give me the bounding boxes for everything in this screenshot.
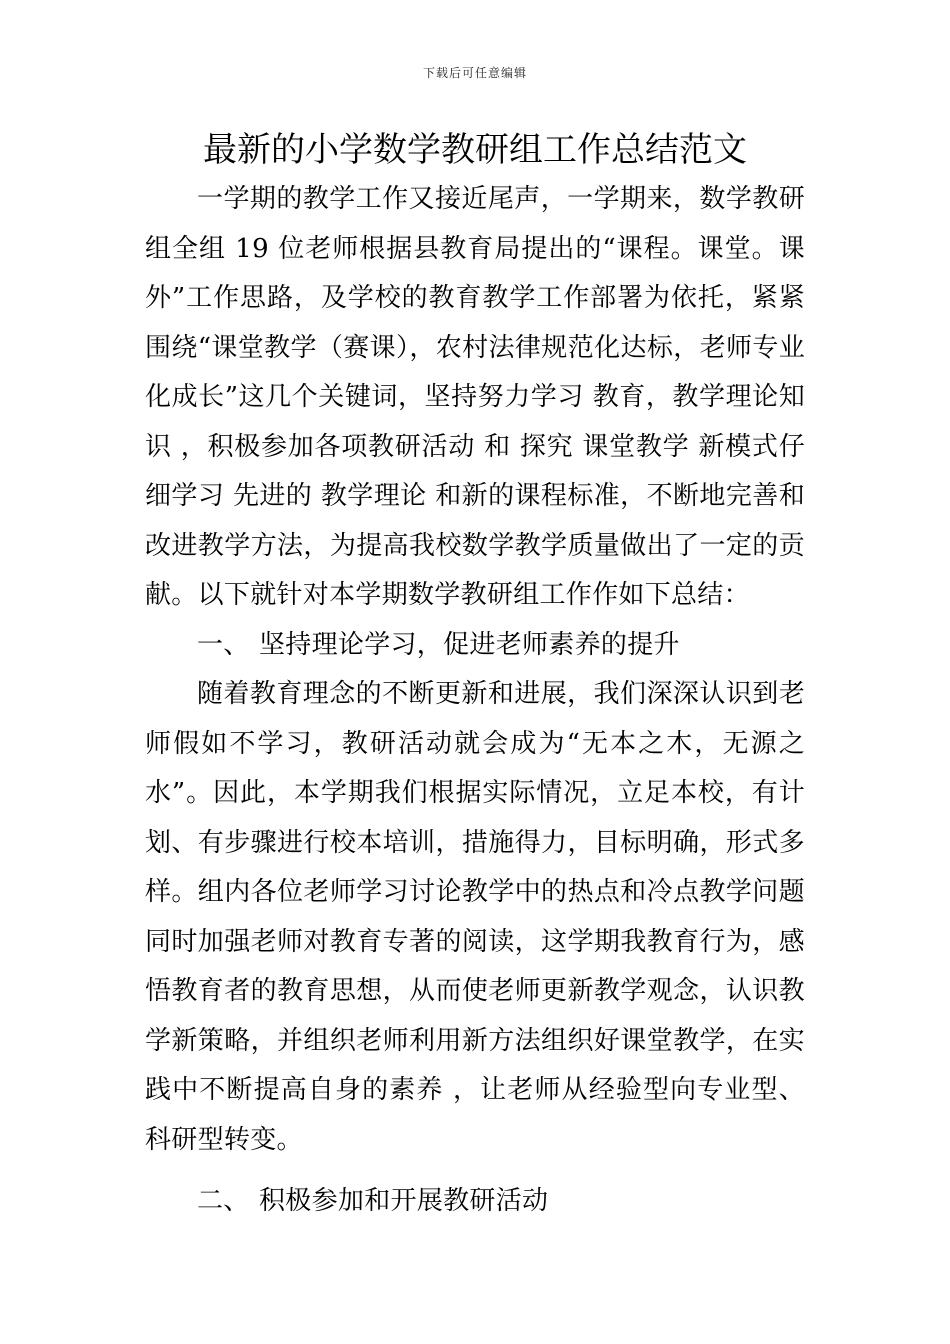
section-number-1: 一、 xyxy=(197,629,250,660)
section-heading-1 xyxy=(145,621,805,671)
section-title-1: 坚持理论学习，促进老师素养的提升 xyxy=(259,629,680,660)
document-body xyxy=(145,175,805,1227)
section-number-2: 二、 xyxy=(197,1186,250,1216)
document-title: 最新的小学数学教研组工作总结范文 xyxy=(203,130,747,170)
paragraph-gap xyxy=(145,1165,805,1177)
section-1-paragraph: 随着教育理念的不断更新和进展，我们深深认识到老师假如不学习，教研活动就会成为“无本之木，无源之水”。因此，本学期我们根据实际情况，立足本校，有计划、有步骤进行校本培训，措施得力，目标明确，形式多样。组内各位老师学习讨论教学中的热点和冷点教学问题同时加强老师对教育专著的阅读，这学期我教育行为，感悟教育者的教育思想，从而使老师更新教学观念，认识教学新策略，并组织老师利用新方法组织好课堂教学，在实践中不断提高自身的素养 ，让老师从经验型向专业型、科研型转变。 xyxy=(145,679,805,1155)
header-note: 下载后可任意编辑 xyxy=(422,66,527,80)
section-title-2: 积极参加和开展教研活动 xyxy=(259,1186,549,1216)
section-heading-2 xyxy=(145,1177,805,1227)
intro-paragraph: 一学期的教学工作又接近尾声，一学期来，数学教研组全组 19 位老师根据县教育局提出的“课程。课堂。课外”工作思路，及学校的教育教学工作部署为依托，紧紧围绕“课堂教学（赛课），农村法律规范化达标，老师专业化成长”这几个关键词，坚持努力学习 教育，教学理论知识 ，积极参加各项教研活动 和 探究 课堂教学 新模式仔细学习 先进的 教学理论 和新的课程标准，不断地完善和改进教学方法，为提高我校数学教学质量做出了一定的贡献。以下就针对本学期数学教研组工作作如下总结： xyxy=(145,184,805,610)
